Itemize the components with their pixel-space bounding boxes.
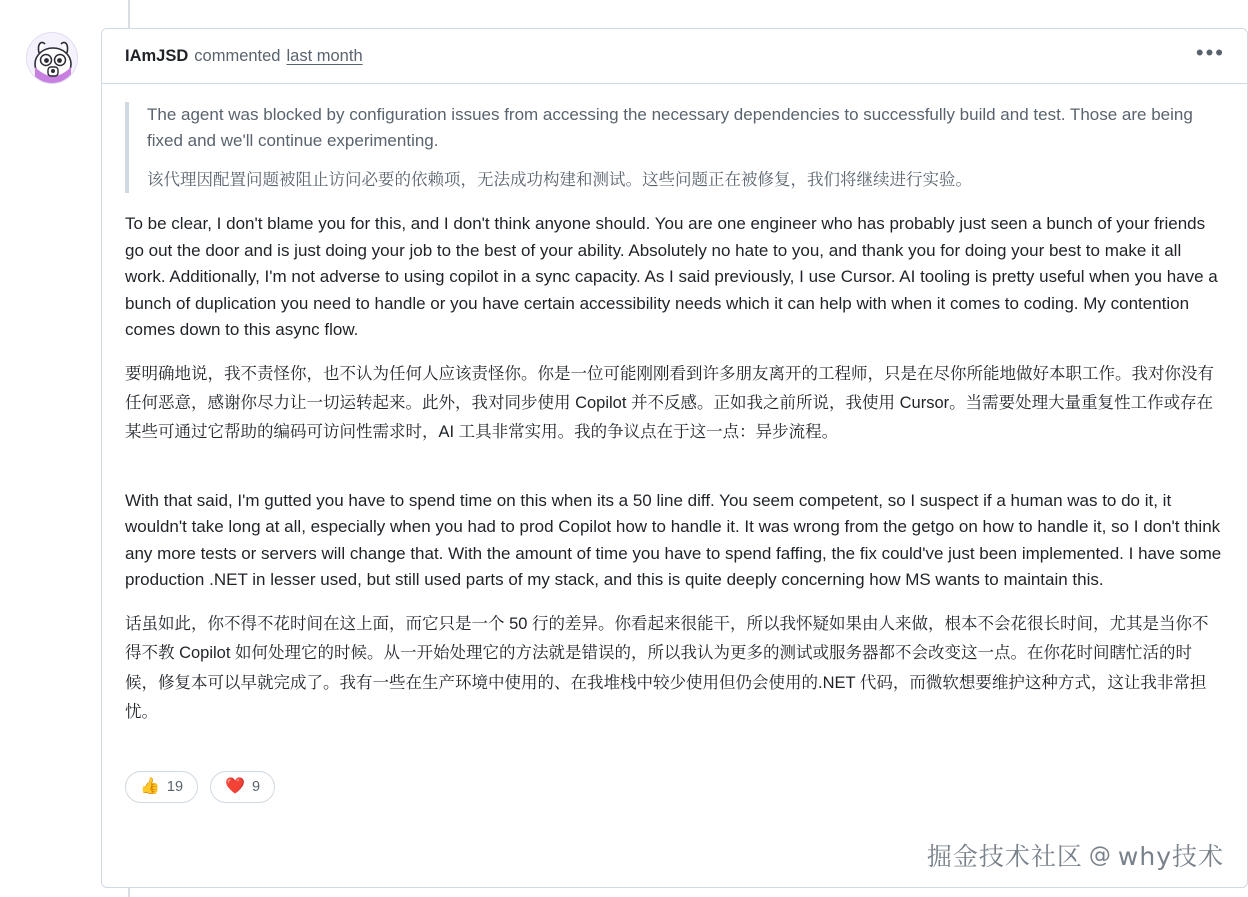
watermark-at-symbol: @	[1088, 842, 1112, 868]
heart-icon: ❤️	[225, 778, 245, 796]
comment-header	[102, 29, 1247, 84]
reaction-heart-count: 9	[251, 779, 261, 796]
watermark-source: 掘金技术社区	[926, 842, 1083, 871]
paragraph-1-zh: 要明确地说，我不责怪你，也不认为任何人应该责怪你。你是一位可能刚刚看到许多朋友离开的工程师，只是在尽你所能地做好本职工作。我对你没有任何恶意，感谢你尽力让一切运转起来。此外，我对同步使用 Copilot 并不反感。正如我之前所说，我使用 Cursor。当需要处理大量重复性工作或存在某些可通过它帮助的编码可访问性需求时，AI 工具非常实用。我的争议点在于这一点：异步流程。	[125, 364, 1214, 442]
quote-text-zh: 该代理因配置问题被阻止访问必要的依赖项，无法成功构建和测试。这些问题正在被修复，我们将继续进行实验。	[147, 170, 972, 189]
avatar[interactable]	[26, 32, 78, 84]
comment-timestamp[interactable]: last month	[286, 46, 363, 65]
reactions-bar	[102, 749, 1247, 803]
reaction-thumbs-up[interactable]	[125, 771, 198, 803]
watermark-handle: why技术	[1117, 842, 1224, 871]
quote-text-en: The agent was blocked by configuration issues from accessing the necessary dependencies to successfully build and test. Those are being fixed and we'll continue experimenting.	[147, 105, 1193, 151]
reaction-thumbs-up-count: 19	[166, 779, 184, 796]
comment-body	[102, 84, 1247, 727]
reaction-heart[interactable]	[210, 771, 275, 803]
paragraph-spacer	[125, 470, 1224, 488]
kebab-menu-icon[interactable]: •••	[1195, 40, 1225, 65]
quoted-block	[125, 102, 1224, 193]
paragraph-2-en: With that said, I'm gutted you have to spend time on this when its a 50 line diff. You seem competent, so I suspect if a human was to do it, it wouldn't take long at all, especially when you had to prod Copilot how to handle it. It was wrong from the getgo on how to handle it, so I don't think any more tests or servers will change that. With the amount of time you have to spend faffing, the fix could've just been implemented. I have some production .NET in lesser used, but still used parts of my stack, and this is quite deeply concerning how MS wants to maintain this.	[125, 490, 1222, 590]
watermark	[927, 837, 1224, 873]
comment-card	[101, 28, 1248, 888]
comment-action-label: commented	[194, 46, 281, 65]
comment-author[interactable]: IAmJSD	[125, 46, 189, 65]
paragraph-2-zh: 话虽如此，你不得不花时间在这上面，而它只是一个 50 行的差异。你看起来很能干，所以我怀疑如果由人来做，根本不会花很长时间，尤其是当你不得不教 Copilot 如何处理它的时候。从一开始处理它的方法就是错误的，所以我认为更多的测试或服务器都不会改变这一点。在你花时间瞎忙活的时候，修复本可以早就完成了。我有一些在生产环境中使用的、在我堆栈中较少使用但仍会使用的.NET 代码，而微软想要维护这种方式，这让我非常担忧。	[125, 614, 1209, 721]
paragraph-1-en: To be clear, I don't blame you for this, and I don't think anyone should. You are one engineer who has probably just seen a bunch of your friends go out the door and is just doing your job to the best of your ability. Absolutely no hate to you, and thank you for doing your best to make it all work. Additionally, I'm not adverse to using copilot in a sync capacity. As I said previously, I use Cursor. AI tooling is pretty useful when you have a bunch of duplication you need to handle or you have certain accessibility needs which it can help with when it comes to coding. My contention comes down to this async flow.	[125, 214, 1218, 340]
thumbs-up-icon: 👍	[140, 778, 160, 796]
